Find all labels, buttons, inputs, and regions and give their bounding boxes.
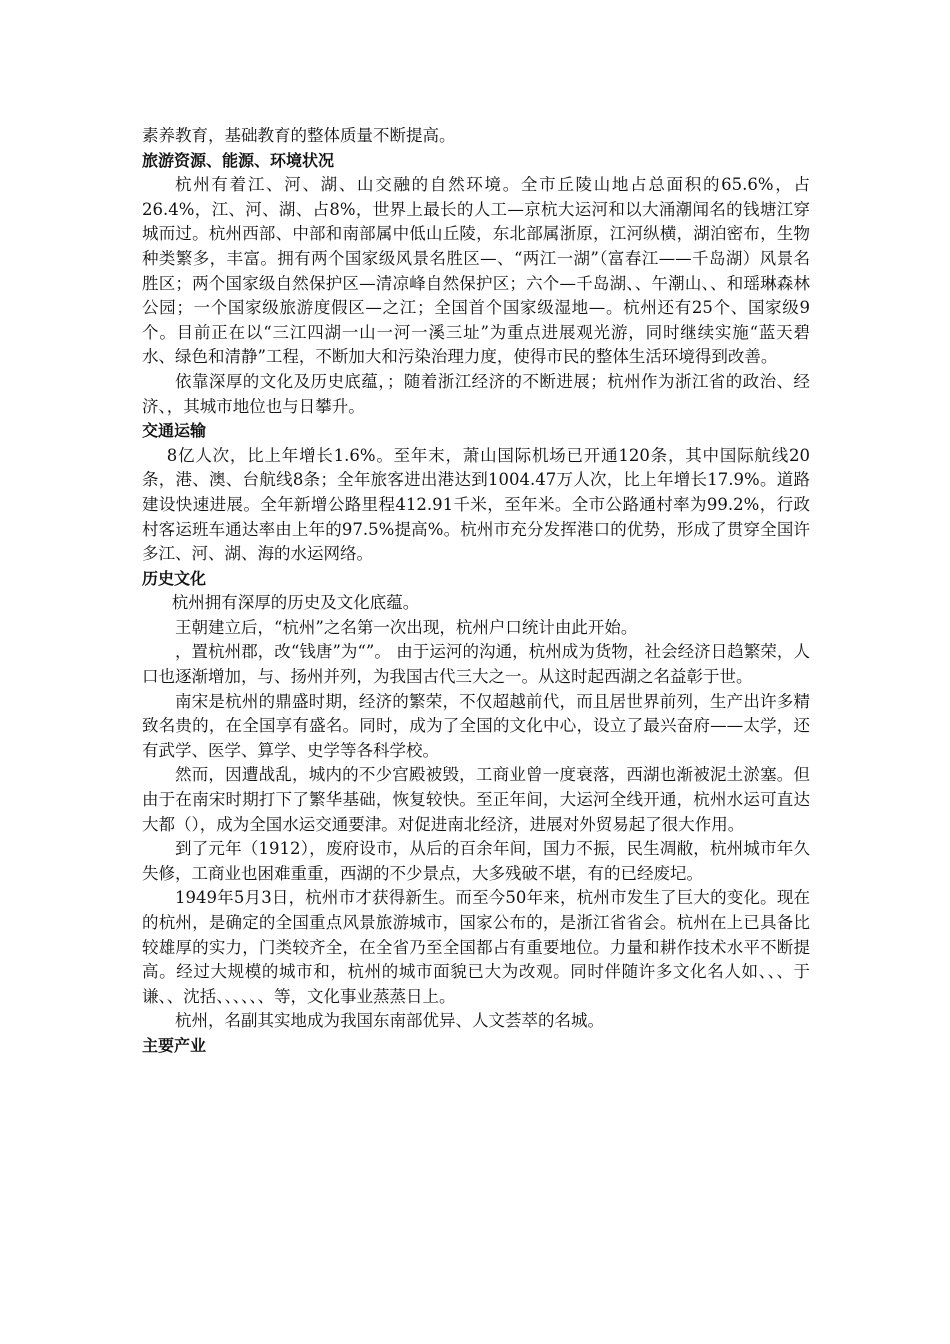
section-heading-industry: 主要产业 bbox=[142, 1035, 207, 1055]
history-paragraph-1: 杭州拥有深厚的历史及文化底蕴。 bbox=[171, 593, 420, 613]
history-paragraph-7: 1949年5月3日，杭州市才获得新生。而至今50年来，杭州市发生了巨大的变化。现在的杭州，是确定的全国重点风景旅游城市，国家公布的，是浙江省省会。杭州在上已具备比较雄厚的实力，门类较齐全，在全省乃至全国都占有重要地位。力量和耕作技术水平不断提高。经过大规模的城市和，杭州的城市面貌已大为改观。同时伴随许多文化名人如、、、于谦、、沈括、、、、、、等，文化事业蒸蒸日上。 bbox=[142, 888, 810, 1006]
history-paragraph-4: 南宋是杭州的鼎盛时期，经济的繁荣，不仅超越前代，而且居世界前列，生产出许多精致名贵的，在全国享有盛名。同时，成为了全国的文化中心，设立了最兴奋府——太学，还有武学、医学、算学、史学等各科学校。 bbox=[142, 691, 810, 760]
document-page bbox=[142, 124, 810, 1059]
section-heading-history: 历史文化 bbox=[142, 568, 207, 588]
history-paragraph-6: 到了元年（1912），废府设市，从后的百余年间，国力不振，民生凋敝，杭州城市年久失修，工商业也困难重重，西湖的不少景点，大多残破不堪，有的已经废圮。 bbox=[142, 839, 810, 883]
history-paragraph-3: ，置杭州郡，改“钱唐”为“”。 由于运河的沟通，杭州成为货物，社会经济日趋繁荣，人口也逐渐增加，与、扬州并列，为我国古代三大之一。从这时起西湖之名益彰于世。 bbox=[142, 642, 810, 687]
history-paragraph-8: 杭州，名副其实地成为我国东南部优异、人文荟萃的名城。 bbox=[175, 1011, 604, 1031]
transport-paragraph-1: 8亿人次，比上年增长1.6%。至年末，萧山国际机场已开通120条，其中国际航线20条，港、澳、台航线8条；全年旅客进出港达到1004.47万人次，比上年增长17.9%。道路建设快速进展。全年新增公路里程412.91千米，至年米。全市公路通村率为99.2%，行政村客运班车通达率由上年的97.5%提高%。杭州市充分发挥港口的优势，形成了贯穿全国许多江、河、湖、海的水运网络。 bbox=[142, 445, 810, 564]
tourism-paragraph-2: 依靠深厚的文化及历史底蕴，；随着浙江经济的不断进展；杭州作为浙江省的政治、经济、，其城市地位也与日攀升。 bbox=[142, 371, 810, 416]
section-heading-tourism: 旅游资源、能源、环境状况 bbox=[142, 150, 335, 170]
section-heading-transport: 交通运输 bbox=[142, 421, 207, 441]
intro-tail-paragraph: 素养教育，基础教育的整体质量不断提高。 bbox=[142, 126, 456, 145]
history-paragraph-2: 王朝建立后，“杭州”之名第一次出现，杭州户口统计由此开始。 bbox=[175, 617, 638, 637]
history-paragraph-5: 然而，因遭战乱，城内的不少宫殿被毁，工商业曾一度衰落，西湖也渐被泥土淤塞。但由于在南宋时期打下了繁华基础，恢复较快。至正年间，大运河全线开通，杭州水运可直达大都（），成为全国水运交通要津。对促进南北经济，进展对外贸易起了很大作用。 bbox=[142, 765, 810, 834]
tourism-paragraph-1: 杭州有着江、河、湖、山交融的自然环境。全市丘陵山地占总面积的65.6%，占26.4%，江、河、湖、占8%，世界上最长的人工—京杭大运河和以大涌潮闻名的钱塘江穿城而过。杭州西部、中部和南部属中低山丘陵，东北部属浙原，江河纵横，湖泊密布，生物种类繁多，丰富。拥有两个国家级风景名胜区—、“两江一湖”（富春江——千岛湖）风景名胜区；两个国家级自然保护区—清凉峰自然保护区；六个—千岛湖、、午潮山、、和瑶琳森林公园；一个国家级旅游度假区—之江；全国首个国家级湿地—。杭州还有25个、国家级9个。目前正在以“三江四湖一山一河一溪三址”为重点进展观光游，同时继续实施“蓝天碧水、绿色和清静”工程，不断加大和污染治理力度，使得市民的整体生活环境得到改善。 bbox=[142, 175, 810, 367]
